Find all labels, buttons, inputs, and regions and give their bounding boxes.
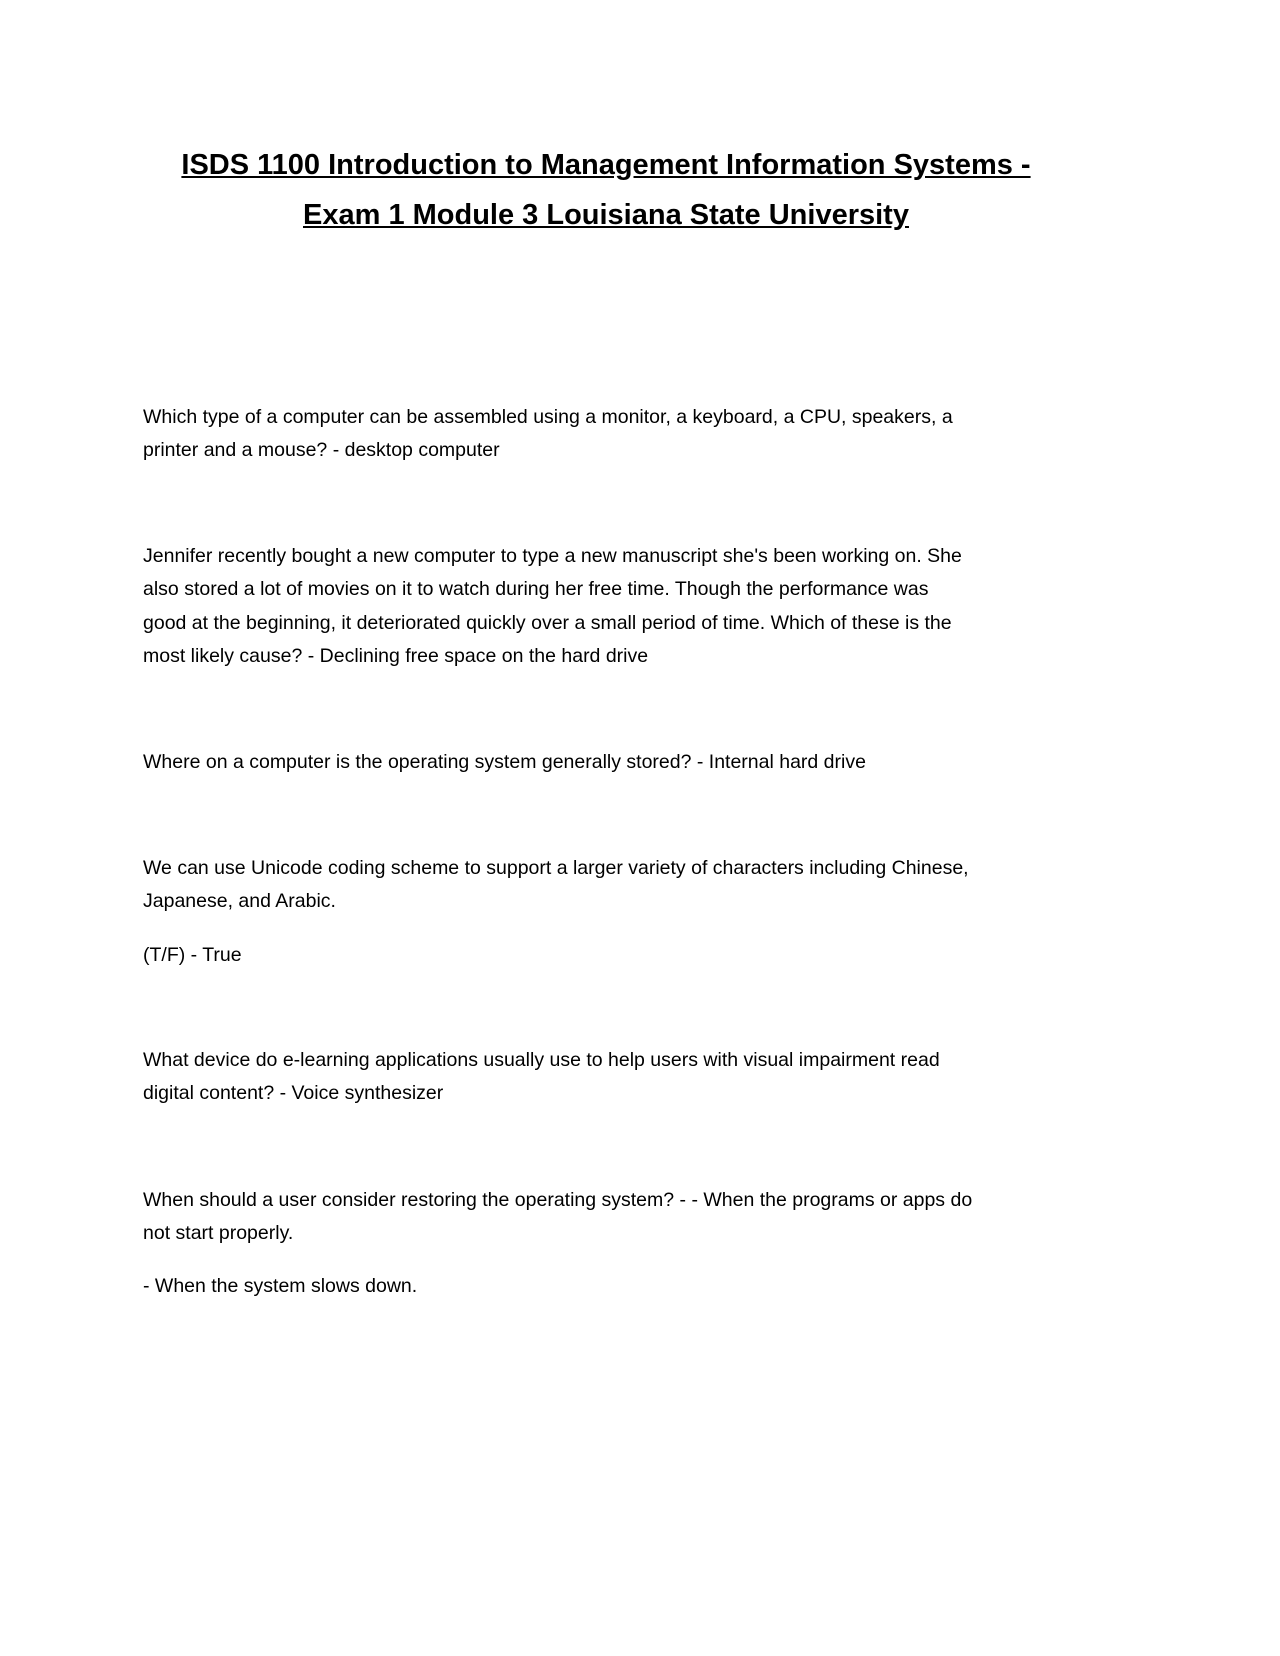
text-line: - When the system slows down. — [143, 1275, 418, 1297]
text-line: When should a user consider restoring the operating system? - - When the programs or apps do — [143, 1189, 973, 1211]
text-line: Which type of a computer can be assembled using a monitor, a keyboard, a CPU, speakers, a — [143, 406, 953, 428]
title-line: Exam 1 Module 3 Louisiana State University — [303, 199, 909, 231]
text-line: not start properly. — [143, 1222, 294, 1245]
title-line: ISDS 1100 Introduction to Management Information Systems - — [181, 149, 1031, 181]
text-line: (T/F) - True — [143, 944, 242, 966]
document-title — [0, 140, 1212, 240]
answer-paragraph — [143, 1270, 417, 1303]
text-line: good at the beginning, it deteriorated quickly over a small period of time. Which of these is the — [143, 611, 952, 634]
text-line: We can use Unicode coding scheme to support a larger variety of characters including Chinese, — [143, 857, 969, 879]
text-line: printer and a mouse? - desktop computer — [143, 439, 500, 462]
question-paragraph — [143, 852, 969, 919]
question-paragraph — [143, 746, 866, 779]
question-paragraph — [143, 1044, 940, 1111]
text-line: digital content? - Voice synthesizer — [143, 1082, 444, 1105]
text-line: Jennifer recently bought a new computer to type a new manuscript she's been working on. She — [143, 545, 962, 567]
text-line: What device do e-learning applications usually use to help users with visual impairment read — [143, 1049, 940, 1071]
question-paragraph — [143, 401, 953, 468]
text-line: Japanese, and Arabic. — [143, 890, 336, 913]
question-paragraph — [143, 540, 962, 673]
answer-paragraph — [143, 939, 242, 972]
text-line: most likely cause? - Declining free space on the hard drive — [143, 644, 649, 667]
question-paragraph — [143, 1184, 972, 1251]
text-line: also stored a lot of movies on it to watch during her free time. Though the performance was — [143, 578, 929, 601]
text-line: Where on a computer is the operating system generally stored? - Internal hard drive — [143, 751, 866, 773]
